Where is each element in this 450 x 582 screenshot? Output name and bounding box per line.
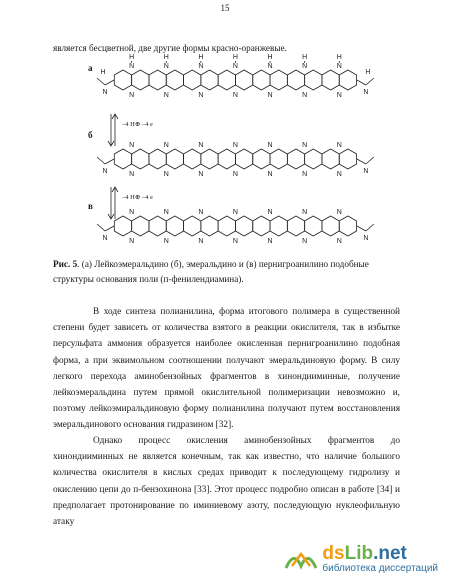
nitrogen-atom: N: [302, 92, 308, 99]
nitrogen-atom: N: [198, 238, 204, 245]
hydrogen-atom: H: [232, 54, 238, 61]
ring: [270, 149, 287, 169]
ring: [132, 216, 149, 236]
bond: [105, 159, 114, 164]
nitrogen-atom: N: [363, 168, 369, 175]
nitrogen-atom: N: [102, 235, 108, 242]
ring: [339, 149, 356, 169]
dslib-logo-icon: [284, 546, 318, 572]
dslib-subtitle: библиотека диссертаций: [322, 563, 438, 574]
nitrogen-atom: N: [302, 209, 308, 216]
nitrogen-atom: N: [336, 238, 342, 245]
nitrogen-atom: N: [198, 63, 204, 70]
nitrogen-atom: N: [232, 63, 238, 70]
ring: [305, 216, 322, 236]
nitrogen-atom: N: [129, 92, 135, 99]
bond: [105, 226, 114, 231]
nitrogen-atom: N: [163, 209, 169, 216]
nitrogen-atom: N: [267, 63, 273, 70]
nitrogen-atom: N: [267, 238, 273, 245]
bond: [357, 80, 366, 85]
nitrogen-atom: N: [232, 209, 238, 216]
nitrogen-atom: N: [102, 89, 108, 96]
ring: [166, 216, 183, 236]
intro-line: является бесцветной, две другие формы красно-оранжевые.: [53, 43, 287, 53]
ring: [149, 216, 166, 236]
structure-leucoemeraldine: [95, 54, 375, 108]
body-paragraph-1: [53, 304, 400, 434]
ring: [235, 149, 252, 169]
ring: [253, 70, 270, 90]
nitrogen-atom: N: [336, 63, 342, 70]
dslib-brand: dsLib.net: [322, 543, 407, 564]
nitrogen-atom: N: [163, 171, 169, 178]
scheme-label-b: б: [88, 130, 93, 140]
ring: [184, 149, 201, 169]
nitrogen-atom: N: [129, 238, 135, 245]
ring: [305, 70, 322, 90]
ring: [270, 216, 287, 236]
nitrogen-atom: N: [302, 63, 308, 70]
bond: [357, 159, 366, 164]
ring: [253, 149, 270, 169]
ring: [218, 216, 235, 236]
ring: [166, 149, 183, 169]
ring: [235, 70, 252, 90]
ring: [322, 70, 339, 90]
hydrogen-atom: H: [267, 54, 273, 61]
nitrogen-atom: N: [267, 171, 273, 178]
page-number: 15: [220, 3, 230, 13]
ring: [305, 149, 322, 169]
ring: [114, 70, 131, 90]
ring: [201, 70, 218, 90]
hydrogen-atom: H: [129, 54, 135, 61]
bond: [366, 157, 374, 164]
nitrogen-atom: N: [198, 142, 204, 149]
dslib-watermark: [280, 542, 442, 576]
ring: [184, 70, 201, 90]
nitrogen-atom: N: [267, 209, 273, 216]
structure-emeraldine: [95, 137, 375, 187]
ring: [287, 70, 304, 90]
ring: [114, 149, 131, 169]
ring: [201, 149, 218, 169]
ring: [132, 149, 149, 169]
caption-label: Рис. 5: [53, 259, 78, 269]
paragraph-text-1: В ходе синтеза полианилина, форма итогового полимера в существенной степени будет зависеть от количества взятого в реакции окислителя, так в избытке персульфата аммония образуется наиболее окисленная пернигроанилино подобная форма, а при эквимольном соотношении получают эмеральдиновую форму. В силу легкого перехода аминобензойных фрагментов в хинондииминные, получение лейкоэмеральдина путем прямой окислительной полимеризации невозможно и, поэтому лейкоэмиральдиновую форму полианилина получают путем восстановления эмеральдинового основания гидразином [32].: [53, 307, 400, 431]
scheme-label-a: а: [88, 63, 93, 73]
figure-caption: [53, 257, 400, 287]
ring: [253, 216, 270, 236]
nitrogen-atom: N: [267, 142, 273, 149]
nitrogen-atom: N: [336, 92, 342, 99]
arrow-text-2: –4 H⊕ –4 e: [122, 194, 153, 201]
nitrogen-atom: N: [302, 171, 308, 178]
nitrogen-atom: N: [267, 92, 273, 99]
bond: [97, 78, 105, 85]
ring: [184, 216, 201, 236]
ring: [287, 149, 304, 169]
ring: [218, 149, 235, 169]
nitrogen-atom: N: [232, 171, 238, 178]
scheme-label-v: в: [88, 201, 93, 211]
ring: [339, 216, 356, 236]
ring: [166, 70, 183, 90]
nitrogen-atom: N: [336, 171, 342, 178]
ring: [149, 149, 166, 169]
hydrogen-atom: H: [302, 54, 308, 61]
ring: [218, 70, 235, 90]
nitrogen-atom: N: [336, 142, 342, 149]
nitrogen-atom: N: [232, 238, 238, 245]
nitrogen-atom: N: [163, 92, 169, 99]
nitrogen-atom: N: [232, 92, 238, 99]
nitrogen-atom: N: [129, 171, 135, 178]
hydrogen-atom: H: [336, 54, 342, 61]
arrow-text-1: –4 H⊕ –4 e: [122, 121, 153, 128]
caption-text: . (а) Лейкоэмеральдино (б), эмеральдино и (в) пернигроанилино подобные структуры основания поли (п-фенилендиамина).: [53, 259, 369, 284]
structure-pernigraniline: [95, 206, 375, 250]
nitrogen-atom: N: [302, 238, 308, 245]
ring: [132, 70, 149, 90]
bond: [97, 157, 105, 164]
nitrogen-atom: N: [163, 238, 169, 245]
ring: [322, 149, 339, 169]
nitrogen-atom: N: [198, 209, 204, 216]
nitrogen-atom: N: [163, 63, 169, 70]
nitrogen-atom: N: [363, 235, 369, 242]
nitrogen-atom: N: [163, 142, 169, 149]
nitrogen-atom: N: [232, 142, 238, 149]
nitrogen-atom: N: [198, 171, 204, 178]
nitrogen-atom: N: [129, 209, 135, 216]
nitrogen-atom: N: [363, 89, 369, 96]
nitrogen-atom: N: [198, 92, 204, 99]
bond: [366, 224, 374, 231]
hydrogen-atom: H: [100, 69, 106, 76]
ring: [235, 216, 252, 236]
nitrogen-atom: N: [336, 209, 342, 216]
paragraph-text-2: Однако процесс окисления аминобензойных фрагментов до хинондииминных не является конечным, так как известно, что наличие большого количества окислителя в кислых средах приводит к последующему гидролизу и окислению цепи до п-бензохинона [33]. Этот процесс подробно описан в работе [34] и предполагает протонирование по иминиевому азоту, последующую нуклеофильную атаку: [53, 436, 400, 528]
nitrogen-atom: N: [129, 142, 135, 149]
bond: [357, 226, 366, 231]
ring: [114, 216, 131, 236]
ring: [339, 70, 356, 90]
bond: [105, 80, 114, 85]
hydrogen-atom: H: [365, 69, 371, 76]
ring: [149, 70, 166, 90]
nitrogen-atom: N: [302, 142, 308, 149]
ring: [287, 216, 304, 236]
ring: [201, 216, 218, 236]
bond: [366, 78, 374, 85]
bond: [97, 224, 105, 231]
nitrogen-atom: N: [102, 168, 108, 175]
ring: [270, 70, 287, 90]
nitrogen-atom: N: [129, 63, 135, 70]
ring: [322, 216, 339, 236]
body-paragraph-2: [53, 433, 400, 530]
hydrogen-atom: H: [163, 54, 169, 61]
hydrogen-atom: H: [198, 54, 204, 61]
